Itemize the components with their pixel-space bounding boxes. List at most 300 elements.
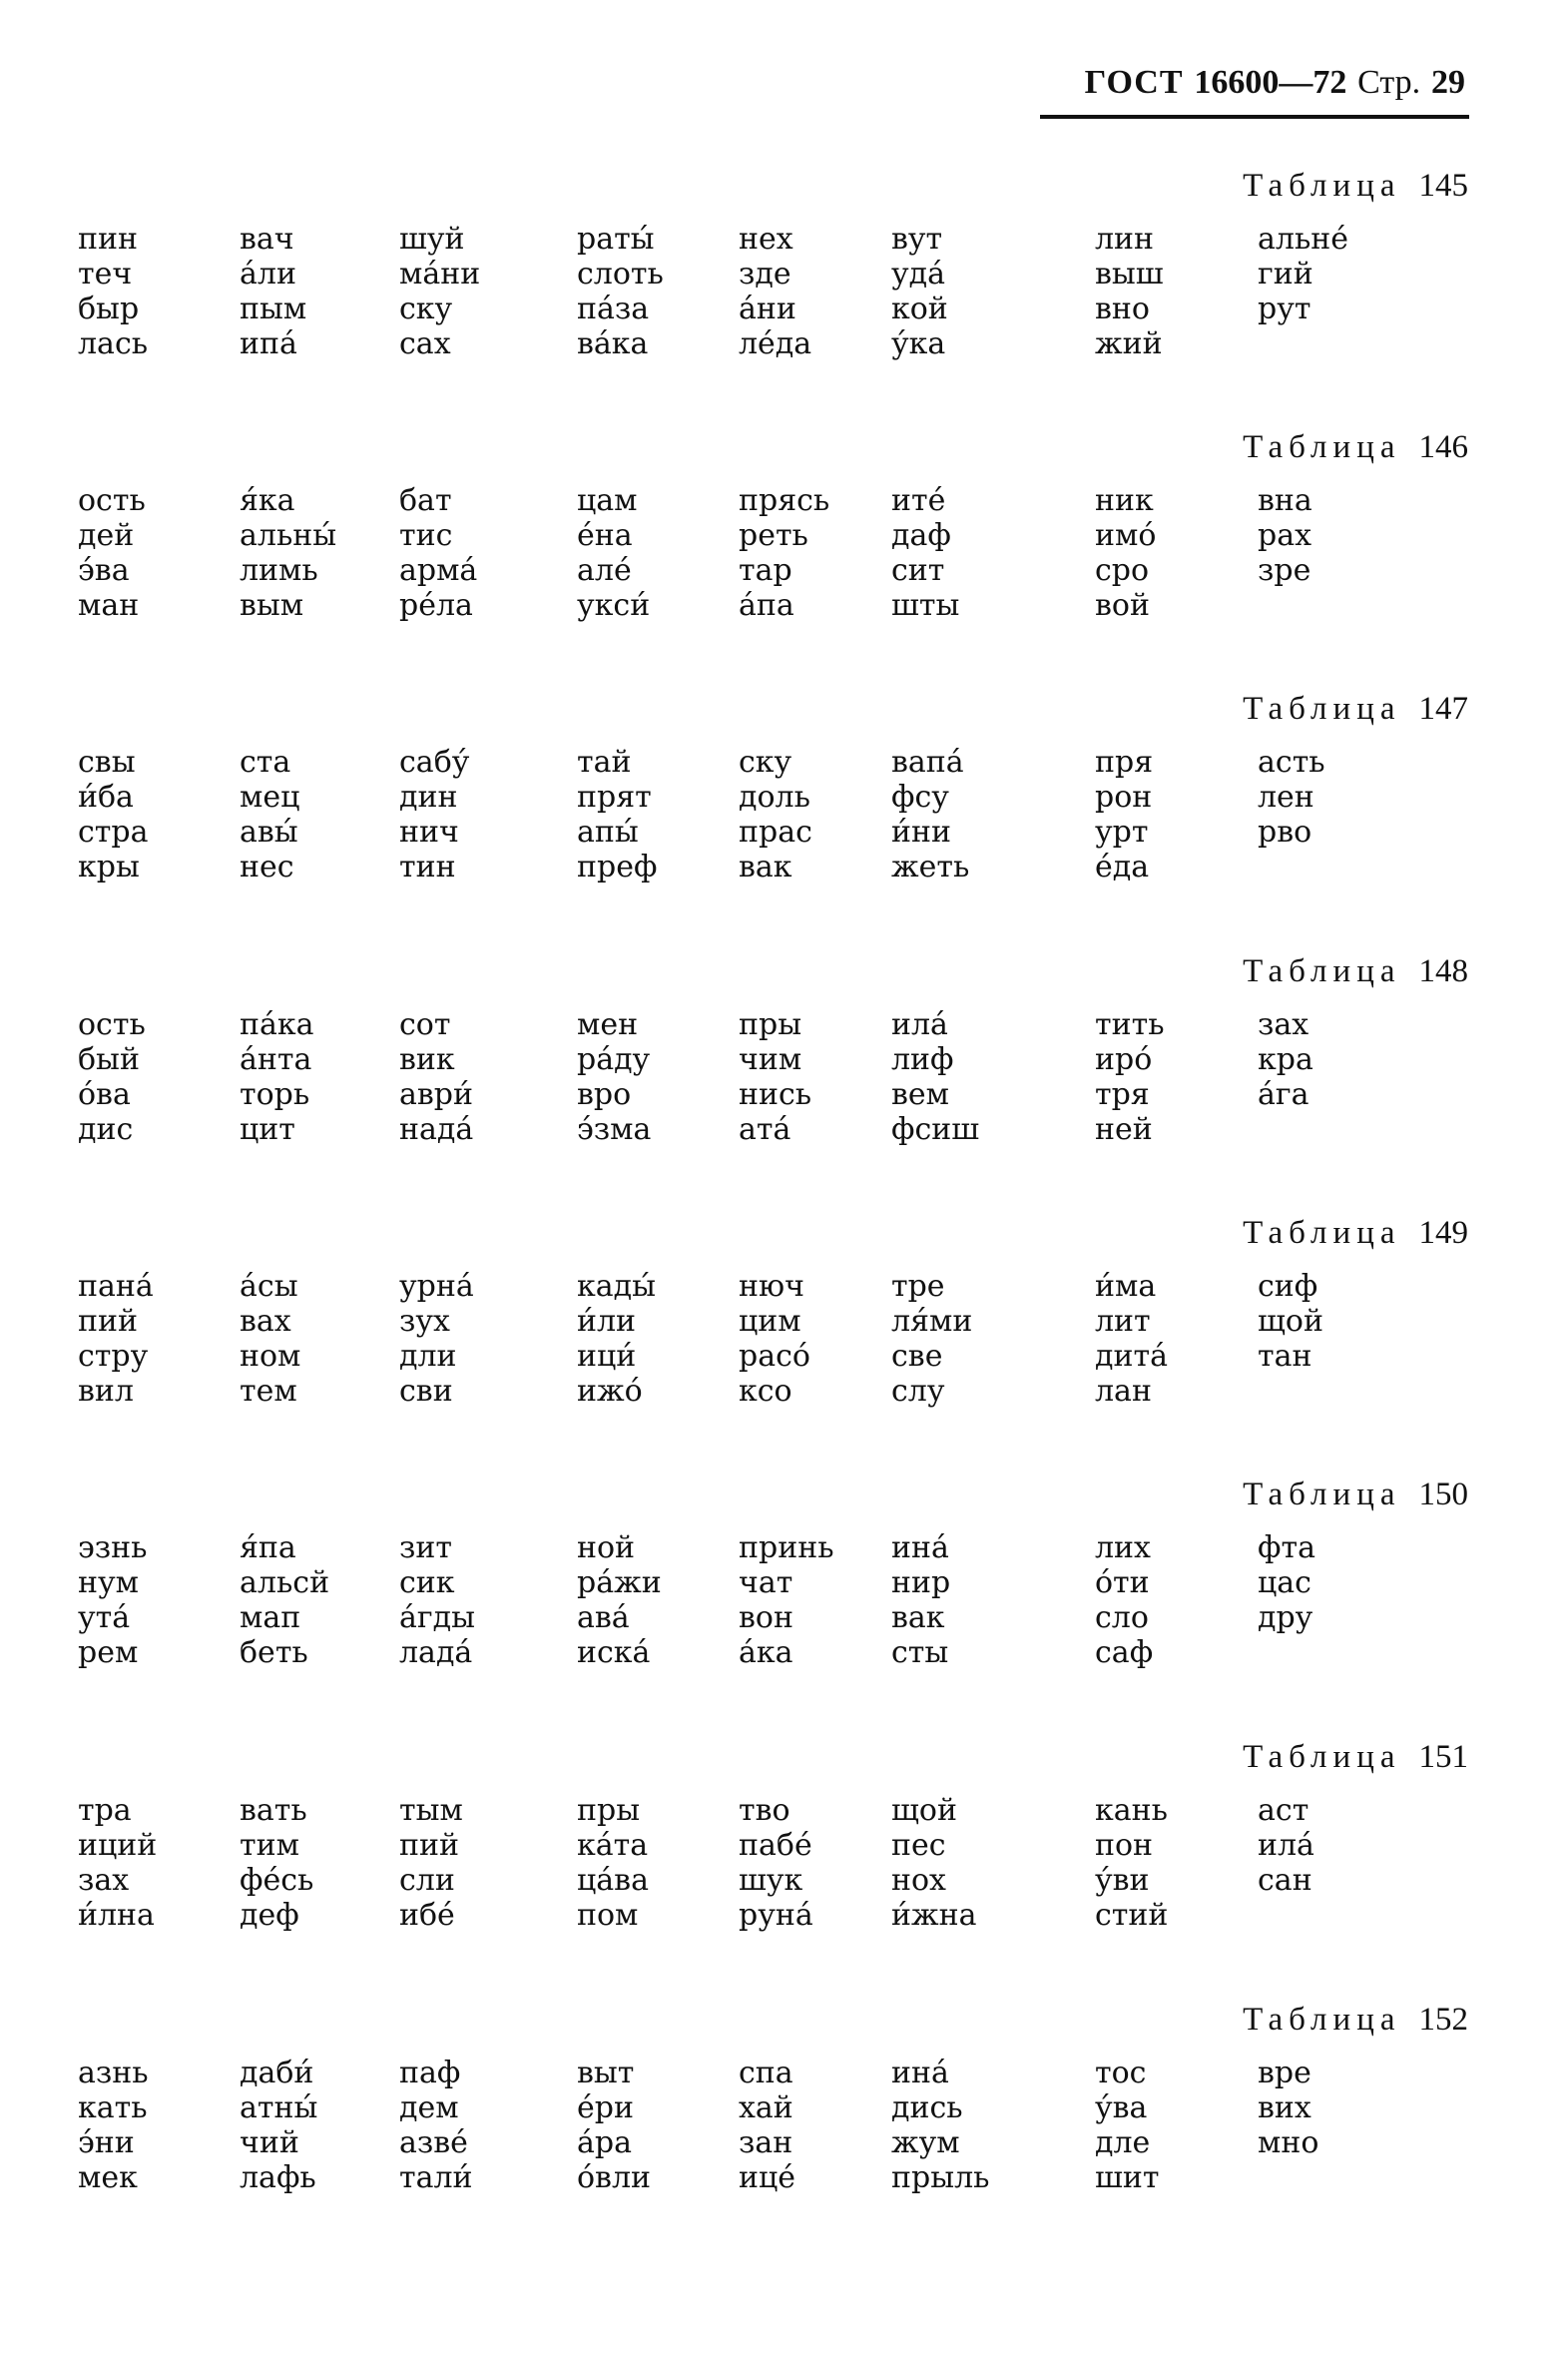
table-cell: тре	[891, 1269, 945, 1304]
table-row	[0, 2125, 1568, 2160]
table-cell: бый	[78, 1042, 140, 1077]
table-cell: шук	[739, 1863, 803, 1898]
syllable-table	[0, 953, 1568, 1193]
table-cell: тос	[1095, 2056, 1147, 2090]
table-cell: уда́	[891, 257, 946, 292]
table-cell: слу	[891, 1374, 945, 1409]
table-cell: рах	[1258, 518, 1312, 553]
table-cell: урт	[1095, 815, 1149, 850]
table-cell: е́да	[1095, 850, 1150, 885]
table-cell: зде	[739, 257, 791, 292]
table-cell: сах	[399, 326, 451, 361]
table-cell: ава́	[577, 1600, 630, 1635]
syllable-table	[0, 1739, 1568, 1979]
table-number: 145	[1418, 168, 1468, 204]
table-cell: реть	[739, 518, 808, 553]
table-cell: ва́ка	[577, 326, 649, 361]
table-cell: пес	[891, 1828, 946, 1863]
table-cell: фсу	[891, 780, 949, 815]
table-cell: фе́сь	[240, 1863, 314, 1898]
header-rule	[1040, 115, 1469, 119]
table-cell: дли	[399, 1339, 457, 1374]
table-cell: ипа́	[240, 326, 297, 361]
table-caption	[1243, 1739, 1468, 1776]
table-cell: а́гды	[399, 1600, 475, 1635]
table-cell: дем	[399, 2090, 459, 2125]
table-cell: прас	[739, 815, 812, 850]
table-cell: вих	[1258, 2090, 1311, 2125]
table-cell: у́ка	[891, 326, 946, 361]
table-caption-label: Таблица	[1243, 1739, 1401, 1775]
table-cell: стра	[78, 815, 149, 850]
table-cell: альны́	[240, 518, 337, 553]
table-cell: пон	[1095, 1828, 1154, 1863]
table-cell: преф	[577, 850, 658, 885]
table-cell: цит	[240, 1112, 295, 1147]
table-cell: аст	[1258, 1793, 1309, 1828]
table-number: 151	[1418, 1739, 1468, 1775]
table-cell: а́сы	[240, 1269, 298, 1304]
table-cell: пры	[739, 1007, 802, 1042]
table-cell: а́ли	[240, 257, 296, 292]
table-cell: арма́	[399, 553, 478, 588]
table-row	[0, 1339, 1568, 1374]
table-cell: ра́жи	[577, 1565, 662, 1600]
table-cell: принь	[739, 1530, 834, 1565]
table-body	[0, 745, 1568, 885]
table-caption	[1243, 1477, 1468, 1513]
table-row	[0, 780, 1568, 815]
table-cell: дита́	[1095, 1339, 1168, 1374]
table-cell: хай	[739, 2090, 793, 2125]
table-caption-label: Таблица	[1243, 691, 1401, 727]
table-number: 149	[1418, 1215, 1468, 1251]
table-cell: кады́	[577, 1269, 656, 1304]
table-caption-label: Таблица	[1243, 429, 1401, 465]
table-cell: пры	[577, 1793, 641, 1828]
table-cell: и́лна	[78, 1898, 155, 1933]
table-cell: цим	[739, 1304, 801, 1339]
table-body	[0, 1269, 1568, 1409]
table-cell: я́па	[240, 1530, 296, 1565]
table-cell: гий	[1258, 257, 1313, 292]
table-row	[0, 326, 1568, 361]
table-cell: рво	[1258, 815, 1312, 850]
table-caption	[1243, 953, 1468, 990]
table-cell: нех	[739, 222, 793, 257]
table-cell: лада́	[399, 1635, 473, 1670]
table-cell: а́па	[739, 588, 794, 623]
table-cell: вно	[1095, 292, 1150, 326]
table-cell: ле́да	[739, 326, 812, 361]
table-cell: вать	[240, 1793, 307, 1828]
table-cell: вах	[240, 1304, 291, 1339]
table-cell: цам	[577, 483, 638, 518]
table-cell: е́ри	[577, 2090, 634, 2125]
table-row	[0, 1863, 1568, 1898]
table-cell: свы	[78, 745, 136, 780]
table-row	[0, 1007, 1568, 1042]
table-cell: вым	[240, 588, 304, 623]
table-cell: кры	[78, 850, 140, 885]
table-cell: вем	[891, 1077, 949, 1112]
table-cell: авы́	[240, 815, 298, 850]
table-cell: кой	[891, 292, 948, 326]
table-cell: жум	[891, 2125, 960, 2160]
table-cell: о́ва	[78, 1077, 131, 1112]
table-cell: асть	[1258, 745, 1325, 780]
table-cell: сты	[891, 1635, 949, 1670]
table-cell: нись	[739, 1077, 812, 1112]
table-cell: альсй	[240, 1565, 330, 1600]
table-cell: пин	[78, 222, 138, 257]
table-cell: ижо́	[577, 1374, 643, 1409]
table-cell: азве́	[399, 2125, 468, 2160]
table-number: 147	[1418, 691, 1468, 727]
table-number: 148	[1418, 953, 1468, 989]
table-cell: иций	[78, 1828, 158, 1863]
table-cell: урна́	[399, 1269, 474, 1304]
table-cell: тым	[399, 1793, 463, 1828]
table-cell: нум	[78, 1565, 139, 1600]
table-body	[0, 483, 1568, 623]
syllable-table	[0, 1477, 1568, 1716]
table-cell: дис	[78, 1112, 134, 1147]
table-cell: тря	[1095, 1077, 1150, 1112]
table-cell: тан	[1258, 1339, 1312, 1374]
table-cell: лин	[1095, 222, 1155, 257]
table-cell: укси́	[577, 588, 651, 623]
table-cell: пабе́	[739, 1828, 812, 1863]
table-cell: пана́	[78, 1269, 154, 1304]
table-cell: ость	[78, 1007, 146, 1042]
table-cell: э́ни	[78, 2125, 135, 2160]
table-cell: пым	[240, 292, 307, 326]
table-row	[0, 483, 1568, 518]
table-cell: нич	[399, 815, 459, 850]
table-cell: прыль	[891, 2160, 990, 2195]
table-cell: стий	[1095, 1898, 1169, 1933]
table-cell: рут	[1258, 292, 1311, 326]
page-number: 29	[1431, 64, 1465, 101]
table-cell: тали́	[399, 2160, 473, 2195]
table-cell: тим	[240, 1828, 299, 1863]
table-body	[0, 2056, 1568, 2195]
table-cell: спа	[739, 2056, 793, 2090]
table-cell: ила́	[1258, 1828, 1314, 1863]
table-cell: паф	[399, 2056, 461, 2090]
table-cell: ре́ла	[399, 588, 473, 623]
table-row	[0, 1530, 1568, 1565]
table-cell: прят	[577, 780, 652, 815]
table-cell: ман	[78, 588, 140, 623]
standard-label: ГОСТ	[1084, 64, 1184, 101]
table-cell: пря	[1095, 745, 1154, 780]
table-cell: аври́	[399, 1077, 473, 1112]
table-cell: мец	[240, 780, 300, 815]
table-row	[0, 588, 1568, 623]
table-cell: руна́	[739, 1898, 813, 1933]
table-cell: тай	[577, 745, 632, 780]
table-cell: о́ти	[1095, 1565, 1150, 1600]
table-cell: ной	[577, 1530, 636, 1565]
table-cell: и́жна	[891, 1898, 977, 1933]
table-cell: я́ка	[240, 483, 295, 518]
table-cell: ице́	[739, 2160, 796, 2195]
table-cell: сабу́	[399, 745, 470, 780]
table-cell: расо́	[739, 1339, 810, 1374]
table-cell: зит	[399, 1530, 452, 1565]
table-cell: альне́	[1258, 222, 1349, 257]
table-cell: эзнь	[78, 1530, 148, 1565]
table-cell: даби́	[240, 2056, 314, 2090]
syllable-table	[0, 691, 1568, 930]
table-row	[0, 1112, 1568, 1147]
table-number: 150	[1418, 1477, 1468, 1512]
table-body	[0, 1007, 1568, 1147]
table-cell: ник	[1095, 483, 1154, 518]
table-row	[0, 553, 1568, 588]
table-cell: нада́	[399, 1112, 474, 1147]
table-cell: кать	[78, 2090, 148, 2125]
table-row	[0, 1269, 1568, 1304]
table-row	[0, 2090, 1568, 2125]
table-cell: сло	[1095, 1600, 1149, 1635]
table-row	[0, 1374, 1568, 1409]
table-row	[0, 745, 1568, 780]
table-cell: зух	[399, 1304, 450, 1339]
table-cell: апы́	[577, 815, 639, 850]
table-cell: дись	[891, 2090, 963, 2125]
syllable-table	[0, 2002, 1568, 2241]
table-cell: ней	[1095, 1112, 1153, 1147]
table-caption-label: Таблица	[1243, 168, 1401, 204]
table-row	[0, 1828, 1568, 1863]
syllable-table	[0, 168, 1568, 407]
table-cell: ном	[240, 1339, 301, 1374]
table-cell: кра	[1258, 1042, 1313, 1077]
table-cell: ици́	[577, 1339, 637, 1374]
table-caption	[1243, 1215, 1468, 1252]
table-cell: вапа́	[891, 745, 964, 780]
table-cell: ута́	[78, 1600, 131, 1635]
table-cell: тра	[78, 1793, 132, 1828]
table-row	[0, 1077, 1568, 1112]
table-cell: сан	[1258, 1863, 1312, 1898]
table-number: 152	[1418, 2002, 1468, 2038]
table-row	[0, 1898, 1568, 1933]
table-cell: пом	[577, 1898, 639, 1933]
table-cell: ка́та	[577, 1828, 649, 1863]
table-cell: ца́ва	[577, 1863, 649, 1898]
table-caption-label: Таблица	[1243, 1215, 1401, 1251]
table-cell: зре	[1258, 553, 1311, 588]
table-cell: лих	[1095, 1530, 1151, 1565]
table-cell: чим	[739, 1042, 802, 1077]
table-caption-label: Таблица	[1243, 953, 1401, 989]
table-cell: вро	[577, 1077, 632, 1112]
table-cell: а́ра	[577, 2125, 632, 2160]
table-cell: сит	[891, 553, 945, 588]
table-cell: атны́	[240, 2090, 318, 2125]
table-row	[0, 1635, 1568, 1670]
table-cell: а́ка	[739, 1635, 793, 1670]
table-cell: сли	[399, 1863, 455, 1898]
table-cell: деф	[240, 1898, 299, 1933]
table-row	[0, 257, 1568, 292]
table-cell: вик	[399, 1042, 455, 1077]
table-cell: э́зма	[577, 1112, 652, 1147]
table-cell: ила́	[891, 1007, 948, 1042]
table-cell: мек	[78, 2160, 138, 2195]
table-cell: але́	[577, 553, 632, 588]
table-cell: вак	[891, 1600, 945, 1635]
table-cell: быр	[78, 292, 140, 326]
table-body	[0, 222, 1568, 361]
table-cell: тво	[739, 1793, 790, 1828]
table-cell: дру	[1258, 1600, 1313, 1635]
table-cell: шуй	[399, 222, 465, 257]
table-cell: рем	[78, 1635, 139, 1670]
table-row	[0, 292, 1568, 326]
table-cell: у́ви	[1095, 1863, 1150, 1898]
table-cell: дин	[399, 780, 458, 815]
table-caption	[1243, 168, 1468, 205]
table-cell: тем	[240, 1374, 297, 1409]
table-cell: иска́	[577, 1635, 651, 1670]
table-row	[0, 2160, 1568, 2195]
table-cell: э́ва	[78, 553, 130, 588]
table-cell: кань	[1095, 1793, 1168, 1828]
table-cell: па́ка	[240, 1007, 314, 1042]
table-cell: ста	[240, 745, 291, 780]
table-row	[0, 815, 1568, 850]
table-cell: слоть	[577, 257, 664, 292]
table-cell: у́ва	[1095, 2090, 1148, 2125]
table-cell: щой	[891, 1793, 957, 1828]
table-cell: дей	[78, 518, 135, 553]
table-cell: жий	[1095, 326, 1163, 361]
table-cell: выт	[577, 2056, 635, 2090]
table-cell: тис	[399, 518, 453, 553]
table-cell: па́за	[577, 292, 650, 326]
table-cell: ость	[78, 483, 146, 518]
table-cell: вре	[1258, 2056, 1311, 2090]
table-row	[0, 2056, 1568, 2090]
table-cell: ина́	[891, 1530, 949, 1565]
table-cell: имо́	[1095, 518, 1157, 553]
table-row	[0, 1793, 1568, 1828]
table-cell: а́нта	[240, 1042, 312, 1077]
table-cell: доль	[739, 780, 810, 815]
table-cell: а́га	[1258, 1077, 1309, 1112]
table-cell: мно	[1258, 2125, 1319, 2160]
table-cell: иро́	[1095, 1042, 1153, 1077]
table-caption	[1243, 2002, 1468, 2039]
table-cell: ксо	[739, 1374, 792, 1409]
table-cell: теч	[78, 257, 133, 292]
table-cell: е́на	[577, 518, 633, 553]
table-cell: лась	[78, 326, 149, 361]
table-cell: вон	[739, 1600, 793, 1635]
table-cell: ску	[399, 292, 453, 326]
table-body	[0, 1530, 1568, 1670]
table-cell: ибе́	[399, 1898, 455, 1933]
page-label: Стр.	[1357, 64, 1421, 101]
table-cell: лафь	[240, 2160, 316, 2195]
table-cell: ата́	[739, 1112, 791, 1147]
table-cell: нох	[891, 1863, 946, 1898]
table-cell: беть	[240, 1635, 308, 1670]
table-cell: сот	[399, 1007, 451, 1042]
table-cell: сик	[399, 1565, 455, 1600]
table-cell: нир	[891, 1565, 951, 1600]
table-cell: нес	[240, 850, 294, 885]
table-row	[0, 850, 1568, 885]
table-cell: рон	[1095, 780, 1153, 815]
table-cell: зах	[78, 1863, 130, 1898]
table-cell: лиф	[891, 1042, 954, 1077]
table-cell: ску	[739, 745, 792, 780]
table-cell: чат	[739, 1565, 793, 1600]
table-row	[0, 518, 1568, 553]
table-cell: вой	[1095, 588, 1150, 623]
table-cell: лимь	[240, 553, 318, 588]
table-cell: фта	[1258, 1530, 1315, 1565]
table-row	[0, 1304, 1568, 1339]
standard-number: 16600—72	[1194, 64, 1347, 101]
table-cell: мен	[577, 1007, 639, 1042]
table-cell: зах	[1258, 1007, 1309, 1042]
page-header	[1085, 62, 1465, 102]
table-cell: чий	[240, 2125, 299, 2160]
table-cell: дле	[1095, 2125, 1151, 2160]
table-cell: фсиш	[891, 1112, 980, 1147]
table-cell: даф	[891, 518, 951, 553]
table-caption-label: Таблица	[1243, 1477, 1401, 1512]
table-cell: о́вли	[577, 2160, 652, 2195]
table-row	[0, 1042, 1568, 1077]
table-number: 146	[1418, 429, 1468, 465]
table-cell: ите́	[891, 483, 946, 518]
table-caption-label: Таблица	[1243, 2002, 1401, 2038]
table-cell: пий	[78, 1304, 138, 1339]
table-cell: и́ба	[78, 780, 134, 815]
table-cell: ля́ми	[891, 1304, 973, 1339]
table-cell: мап	[240, 1600, 301, 1635]
table-cell: ра́ду	[577, 1042, 651, 1077]
table-cell: нюч	[739, 1269, 804, 1304]
table-cell: вил	[78, 1374, 134, 1409]
table-cell: пий	[399, 1828, 459, 1863]
table-cell: раты́	[577, 222, 655, 257]
table-row	[0, 1600, 1568, 1635]
table-cell: и́ни	[891, 815, 951, 850]
table-caption	[1243, 691, 1468, 728]
table-cell: лит	[1095, 1304, 1151, 1339]
table-cell: бат	[399, 483, 452, 518]
table-cell: све	[891, 1339, 943, 1374]
table-cell: лен	[1258, 780, 1314, 815]
table-cell: шты	[891, 588, 960, 623]
table-cell: вна	[1258, 483, 1312, 518]
table-cell: торь	[240, 1077, 310, 1112]
syllable-table	[0, 1215, 1568, 1455]
table-cell: шит	[1095, 2160, 1160, 2195]
table-cell: ма́ни	[399, 257, 481, 292]
table-cell: лан	[1095, 1374, 1152, 1409]
table-cell: и́ли	[577, 1304, 637, 1339]
